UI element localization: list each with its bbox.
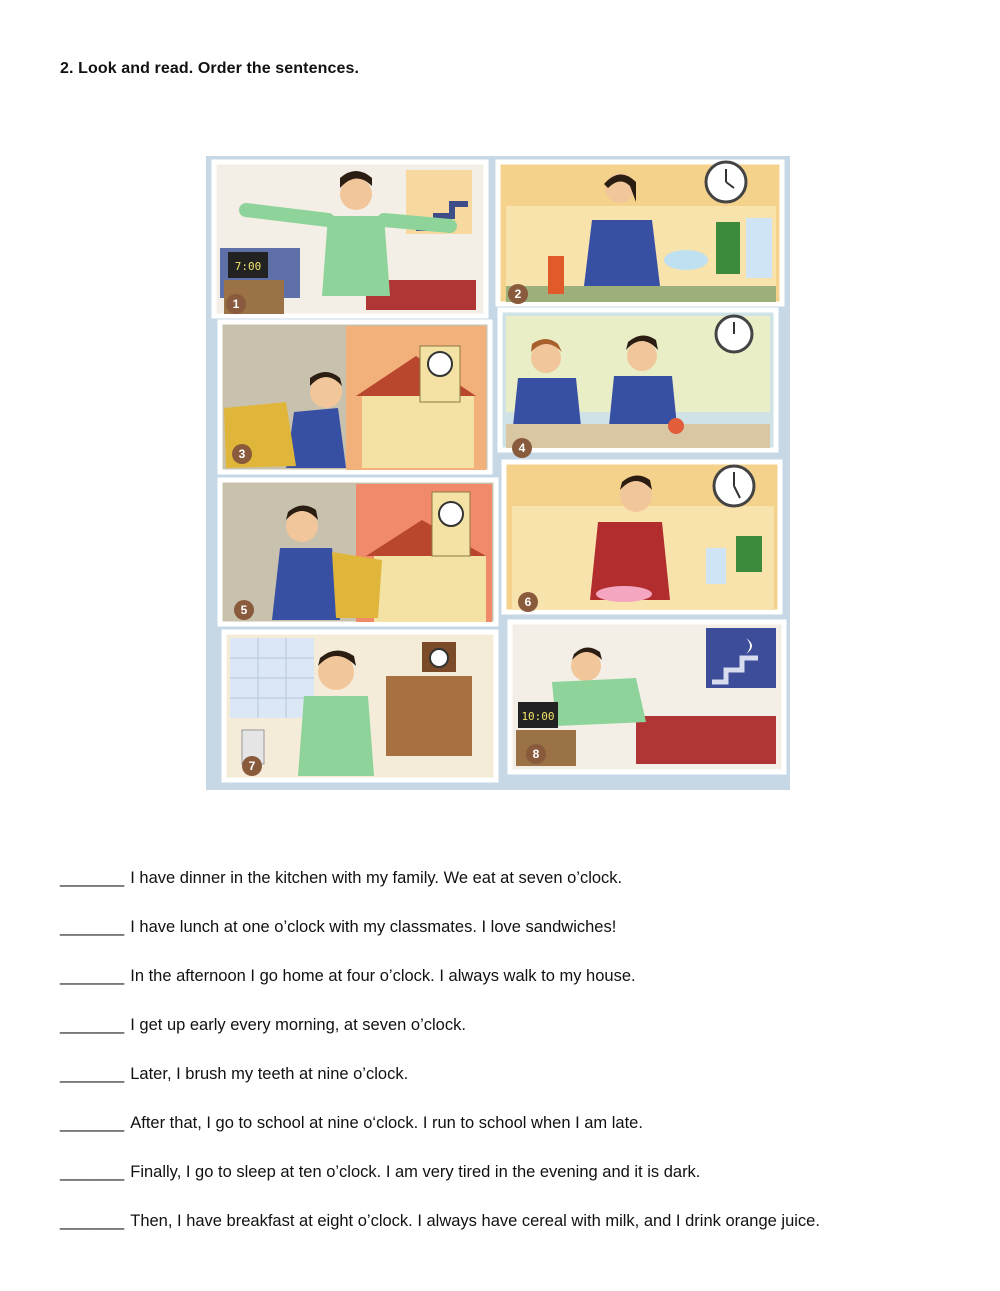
sentence-text: Finally, I go to sleep at ten o’clock. I am very tired in the evening and it is dark. xyxy=(130,1163,701,1181)
panel-4-number: 4 xyxy=(518,441,526,455)
panel-2-number: 2 xyxy=(514,287,522,301)
panel-5-number: 5 xyxy=(240,603,248,617)
answer-blank[interactable]: _______ xyxy=(60,1114,125,1132)
answer-blank[interactable]: _______ xyxy=(60,1163,125,1181)
answer-blank[interactable]: _______ xyxy=(60,1065,125,1083)
sentence-item xyxy=(60,866,622,890)
panel-1-number: 1 xyxy=(232,297,240,311)
page-title: 2. Look and read. Order the sentences. xyxy=(60,60,360,77)
panel-8 xyxy=(510,622,784,772)
panel-7 xyxy=(224,632,496,780)
sentence-text: Then, I have breakfast at eight o’clock. I always have cereal with milk, and I drink orange juice. xyxy=(130,1212,820,1230)
answer-blank[interactable]: _______ xyxy=(60,918,125,936)
answer-blank[interactable]: _______ xyxy=(60,1016,125,1034)
sentence-item xyxy=(60,1160,700,1184)
panel-1 xyxy=(214,162,486,316)
sentence-text: After that, I go to school at nine o‘clock. I run to school when I am late. xyxy=(130,1114,643,1132)
sentence-item xyxy=(60,915,616,939)
sentence-item xyxy=(60,1062,408,1086)
comic-strip-image xyxy=(206,156,790,790)
panel-7-number: 7 xyxy=(248,759,256,773)
panel-8-clock-display: 10:00 xyxy=(521,710,555,723)
sentence-text: I have lunch at one o’clock with my classmates. I love sandwiches! xyxy=(130,918,617,936)
panel-3-number: 3 xyxy=(238,447,246,461)
panel-8-number: 8 xyxy=(532,747,540,761)
answer-blank[interactable]: _______ xyxy=(60,869,125,887)
panel-2 xyxy=(498,162,782,304)
panel-1-clock-display: 7:00 xyxy=(234,260,262,273)
panel-5 xyxy=(220,480,496,624)
sentence-text: I have dinner in the kitchen with my family. We eat at seven o’clock. xyxy=(130,869,623,887)
answer-blank[interactable]: _______ xyxy=(60,1212,125,1230)
panel-3 xyxy=(220,322,490,472)
sentence-text: Later, I brush my teeth at nine o’clock. xyxy=(130,1065,409,1083)
panel-4 xyxy=(500,310,776,450)
sentence-item xyxy=(60,1209,820,1233)
panel-6 xyxy=(504,462,780,612)
sentence-item xyxy=(60,1013,466,1037)
answer-blank[interactable]: _______ xyxy=(60,967,125,985)
sentence-text: I get up early every morning, at seven o’clock. xyxy=(130,1016,466,1034)
sentence-item xyxy=(60,1111,643,1135)
sentence-item xyxy=(60,964,636,988)
panel-6-number: 6 xyxy=(524,595,532,609)
sentence-text: In the afternoon I go home at four o’clock. I always walk to my house. xyxy=(130,967,636,985)
